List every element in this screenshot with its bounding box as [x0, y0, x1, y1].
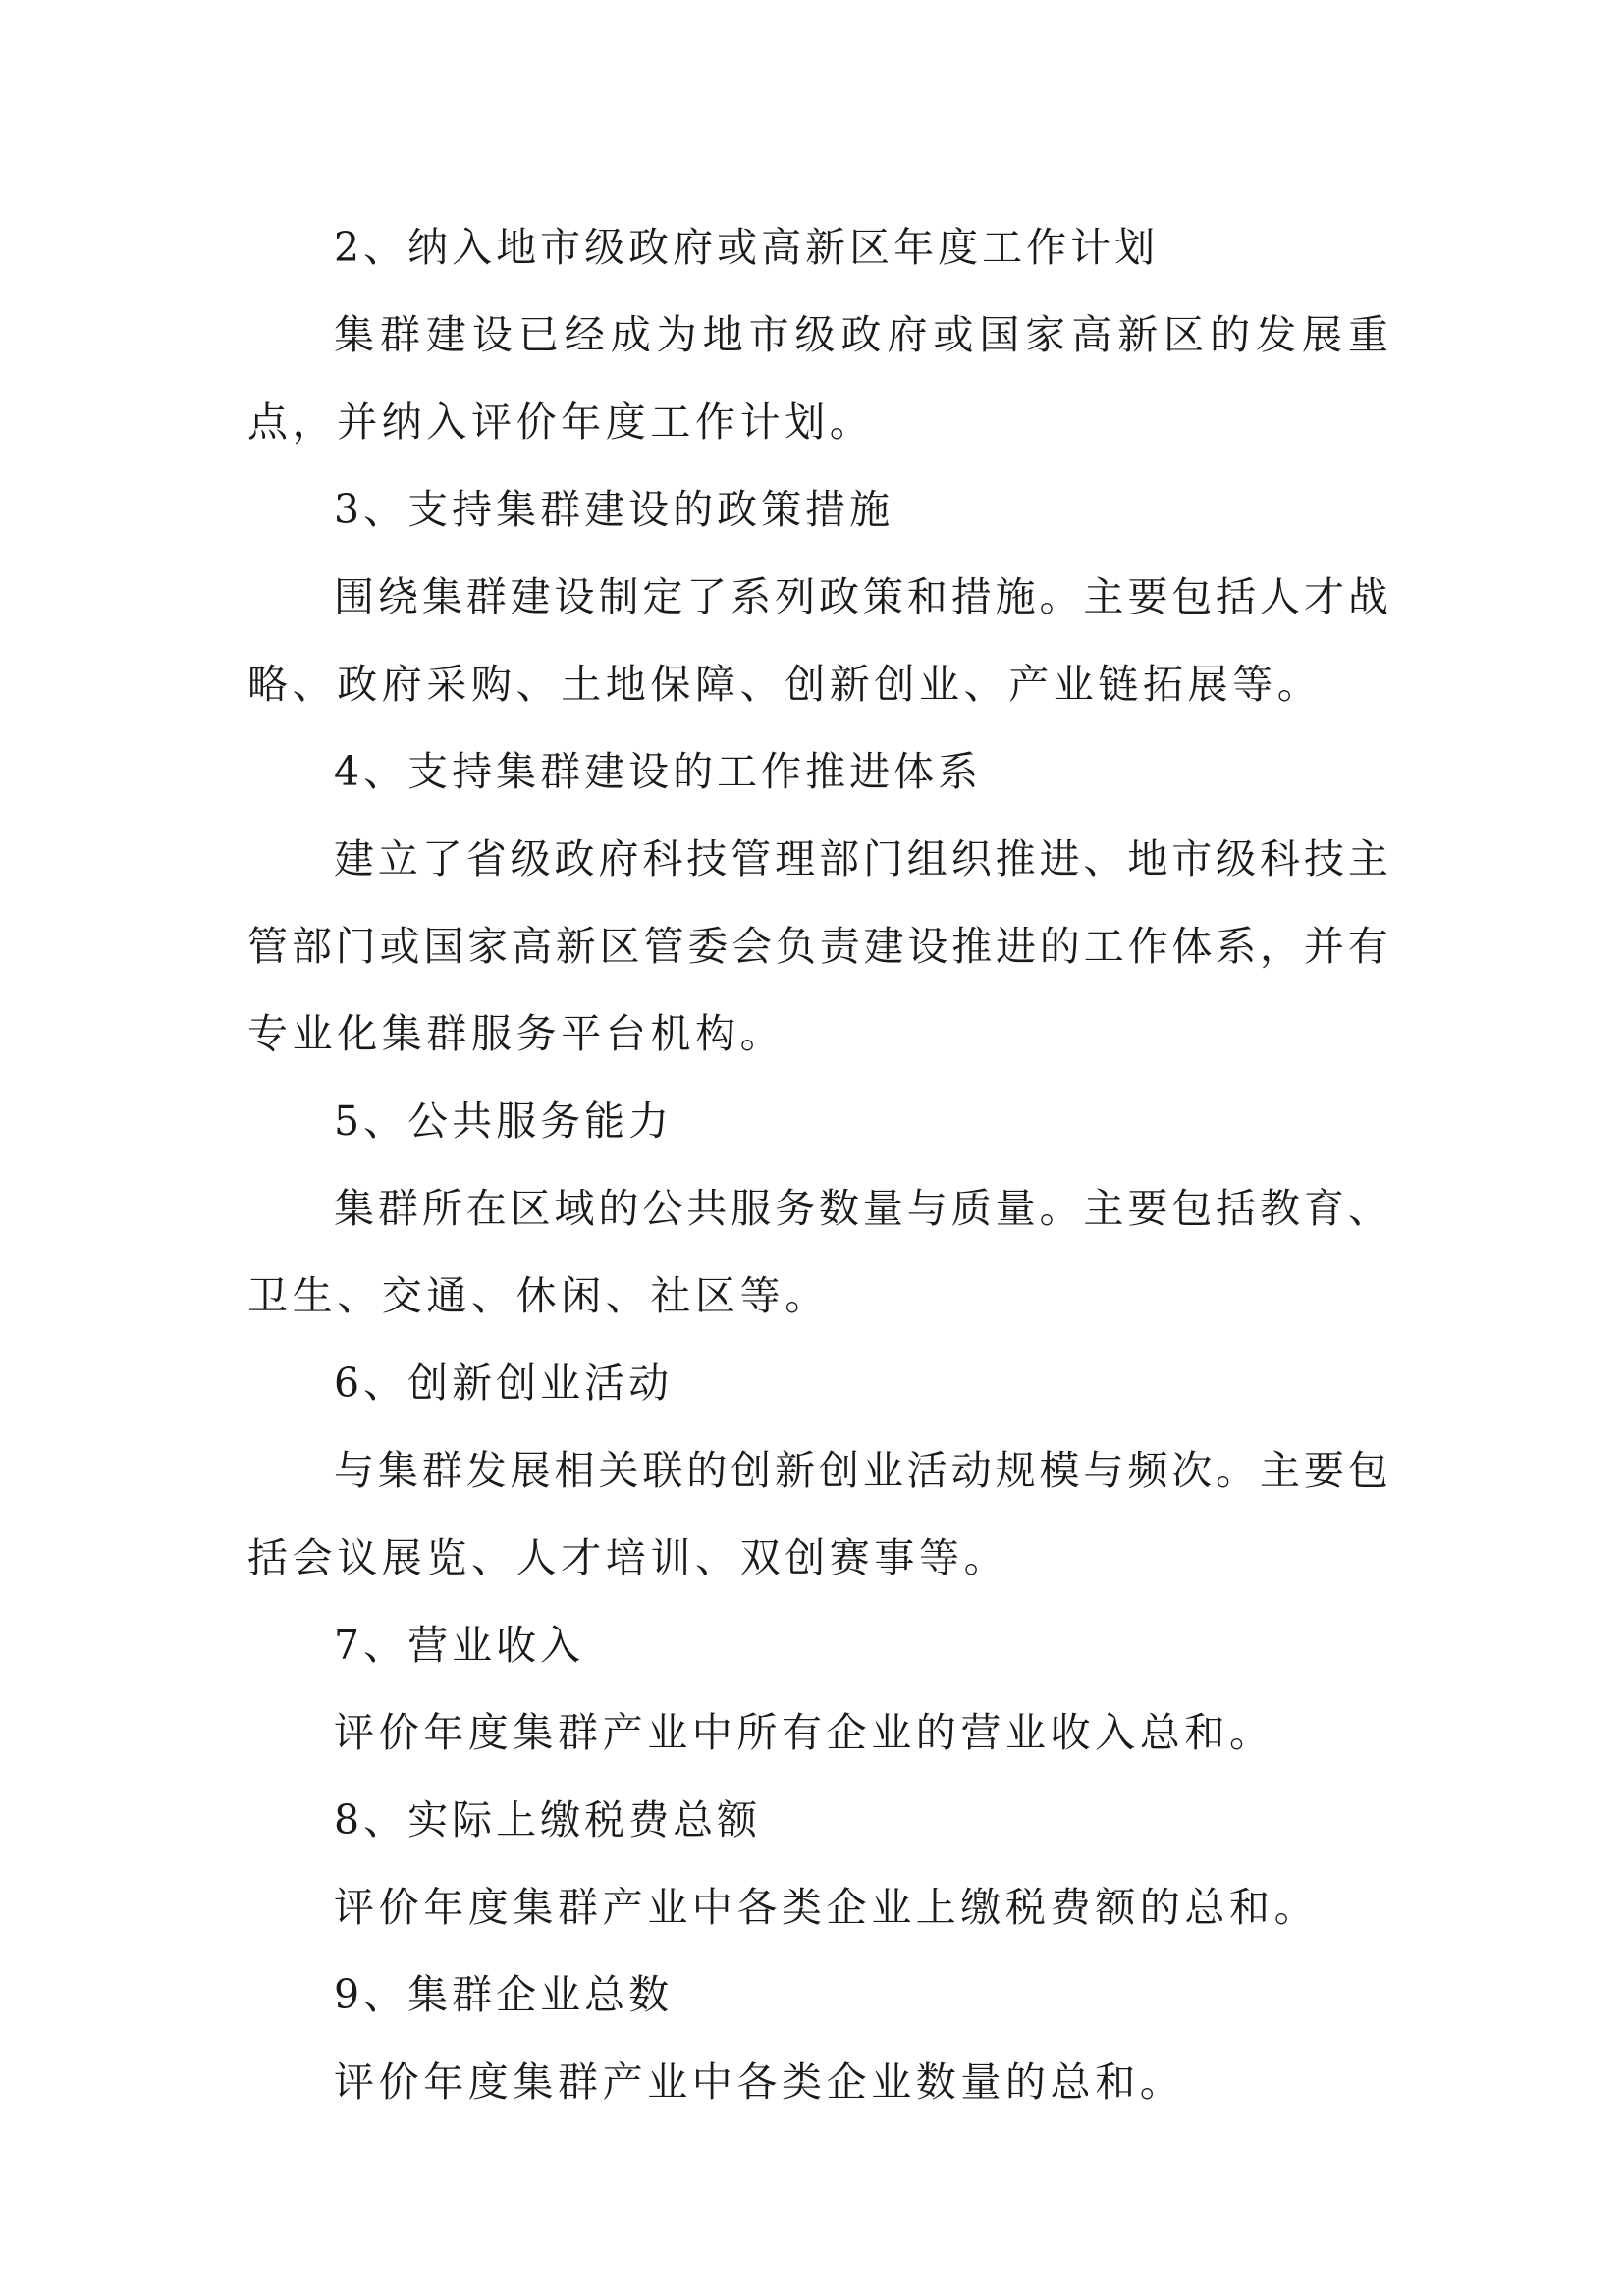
paragraph-line: 略、政府采购、土地保障、创新创业、产业链拓展等。 [247, 661, 1323, 708]
section-heading-7: 7、营业收入 [334, 1622, 585, 1669]
paragraph-line: 评价年度集群产业中各类企业数量的总和。 [334, 2058, 1185, 2106]
paragraph-line: 专业化集群服务平台机构。 [247, 1010, 785, 1057]
paragraph-line: 评价年度集群产业中所有企业的营业收入总和。 [334, 1709, 1274, 1756]
paragraph-line: 管 部 门 或 国 家 高 新 区 管 委 会 负 责 建 设 推 进 的 工 作 体 系 ， 并 有 [247, 923, 1388, 970]
document-body [247, 204, 1388, 2126]
section-heading-6: 6、创新创业活动 [334, 1360, 674, 1407]
paragraph-line: 卫生、交通、休闲、社区等。 [247, 1272, 830, 1319]
paragraph-line: 评价年度集群产业中各类企业上缴税费额的总和。 [334, 1884, 1320, 1931]
paragraph-line: 集 群 所 在 区 域 的 公 共 服 务 数 量 与 质 量 。 主 要 包 括 教 育 、 [334, 1185, 1388, 1232]
paragraph-line: 建 立 了 省 级 政 府 科 技 管 理 部 门 组 织 推 进 、 地 市 级 科 技 主 [334, 835, 1388, 882]
section-heading-5: 5、公共服务能力 [334, 1097, 674, 1145]
paragraph-line: 集 群 建 设 已 经 成 为 地 市 级 政 府 或 国 家 高 新 区 的 发 展 重 [334, 311, 1388, 358]
section-heading-4: 4、支持集群建设的工作推进体系 [334, 748, 983, 795]
section-heading-8: 8、实际上缴税费总额 [334, 1796, 762, 1843]
section-heading-2: 2、纳入地市级政府或高新区年度工作计划 [334, 224, 1160, 271]
paragraph-line: 与 集 群 发 展 相 关 联 的 创 新 创 业 活 动 规 模 与 频 次 。 主 要 包 [334, 1447, 1388, 1494]
paragraph-line: 围 绕 集 群 建 设 制 定 了 系 列 政 策 和 措 施 。 主 要 包 括 人 才 战 [334, 573, 1388, 620]
paragraph-line: 括会议展览、人才培训、双创赛事等。 [247, 1534, 1009, 1581]
section-heading-3: 3、支持集群建设的政策措施 [334, 486, 894, 533]
paragraph-line: 点，并纳入评价年度工作计划。 [247, 399, 875, 446]
section-heading-9: 9、集群企业总数 [334, 1971, 674, 2018]
